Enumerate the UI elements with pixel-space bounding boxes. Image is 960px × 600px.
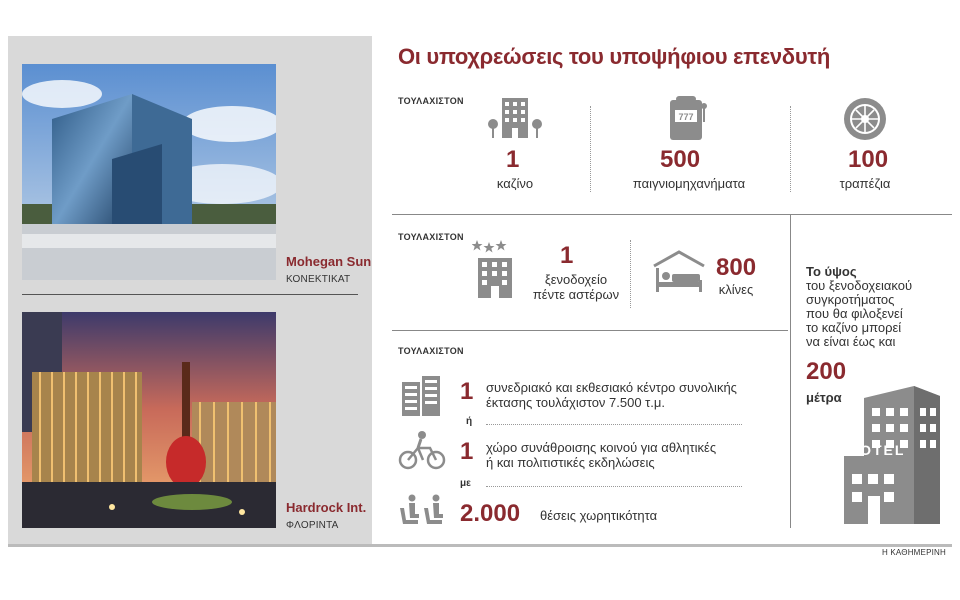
section3-label: ΤΟΥΛΑΧΙΣΤΟΝ xyxy=(398,346,464,356)
publisher-credit: Η ΚΑΘΗΜΕΡΙΝΗ xyxy=(881,548,946,557)
venue1-name: Mohegan Sun xyxy=(286,254,372,269)
conference-count: 1 xyxy=(460,378,474,405)
beds-caption: κλίνες xyxy=(718,282,754,297)
tables-count: 100 xyxy=(848,146,889,173)
height-unit: μέτρα xyxy=(806,390,842,405)
casino-caption: καζίνο xyxy=(496,176,534,191)
section1-divider-1 xyxy=(590,106,591,192)
left-panel xyxy=(8,36,372,544)
or-word: ή xyxy=(466,416,473,427)
casino-count: 1 xyxy=(506,146,520,173)
svg-text:777: 777 xyxy=(678,112,694,122)
venue1-location: ΚΟΝΕΚΤΙΚΑΤ xyxy=(286,274,351,285)
beds-count: 800 xyxy=(716,254,757,281)
hotel-count: 1 xyxy=(560,242,574,269)
conference-line1: συνεδριακό και εκθεσιακό κέντρο συνολικής xyxy=(486,380,737,395)
section2-bottom-rule xyxy=(392,330,788,331)
photo-divider xyxy=(22,294,358,295)
bicycle-icon xyxy=(398,430,446,470)
hotel-building-icon xyxy=(486,94,544,138)
height-line2: του ξενοδοχειακού xyxy=(806,278,913,293)
venue-count: 1 xyxy=(460,438,474,465)
bottom-rule xyxy=(8,544,952,547)
hotel-caption-line2: πέντε αστέρων xyxy=(532,287,620,302)
height-line6: να είναι έως και xyxy=(806,334,896,349)
with-word: με xyxy=(460,478,471,489)
seats-count: 2.000 xyxy=(460,500,521,527)
tables-caption: τραπέζια xyxy=(839,176,891,191)
height-value: 200 xyxy=(806,358,847,385)
venue2-location: ΦΛΟΡΙΝΤΑ xyxy=(286,520,339,531)
mohegan-sun-photo xyxy=(22,64,276,280)
page-title: Οι υποχρεώσεις του υποψήφιου επενδυτή xyxy=(398,44,830,69)
venue-line2: ή και πολιτιστικές εκδηλώσεις xyxy=(486,455,655,470)
roulette-icon xyxy=(842,96,888,142)
section3-dotted-1 xyxy=(486,424,742,425)
venue-line1: χώρο συνάθροισης κοινού για αθλητικές xyxy=(486,440,717,455)
height-box-divider xyxy=(790,214,791,528)
section1-bottom-rule xyxy=(392,214,952,215)
conference-center-icon xyxy=(400,376,442,416)
five-star-hotel-icon xyxy=(472,240,518,298)
slot-machine-icon xyxy=(666,94,710,140)
seats-caption: θέσεις χωρητικότητα xyxy=(540,508,658,523)
hotel-caption-line1: ξενοδοχείο xyxy=(544,272,608,287)
height-line1: Το ύψος xyxy=(806,264,857,279)
bed-icon xyxy=(652,250,706,294)
section2-label: ΤΟΥΛΑΧΙΣΤΟΝ xyxy=(398,232,464,242)
height-line4: που θα φιλοξενεί xyxy=(806,306,903,321)
section1-label: ΤΟΥΛΑΧΙΣΤΟΝ xyxy=(398,96,464,106)
slot-machines-caption: παιγνιομηχανήματα xyxy=(632,176,746,191)
slot-machines-count: 500 xyxy=(660,146,701,173)
section2-divider xyxy=(630,240,631,308)
seats-icon xyxy=(396,494,446,528)
section1-divider-2 xyxy=(790,106,791,192)
hotel-sign: HOTEL xyxy=(848,442,906,458)
conference-line2: έκτασης τουλάχιστον 7.500 τ.μ. xyxy=(486,395,666,410)
section3-dotted-2 xyxy=(486,486,742,487)
venue2-name: Hardrock Int. xyxy=(286,500,367,515)
height-line3: συγκροτήματος xyxy=(806,292,895,307)
hardrock-photo xyxy=(22,312,276,528)
height-line5: το καζίνο μπορεί xyxy=(806,320,902,335)
